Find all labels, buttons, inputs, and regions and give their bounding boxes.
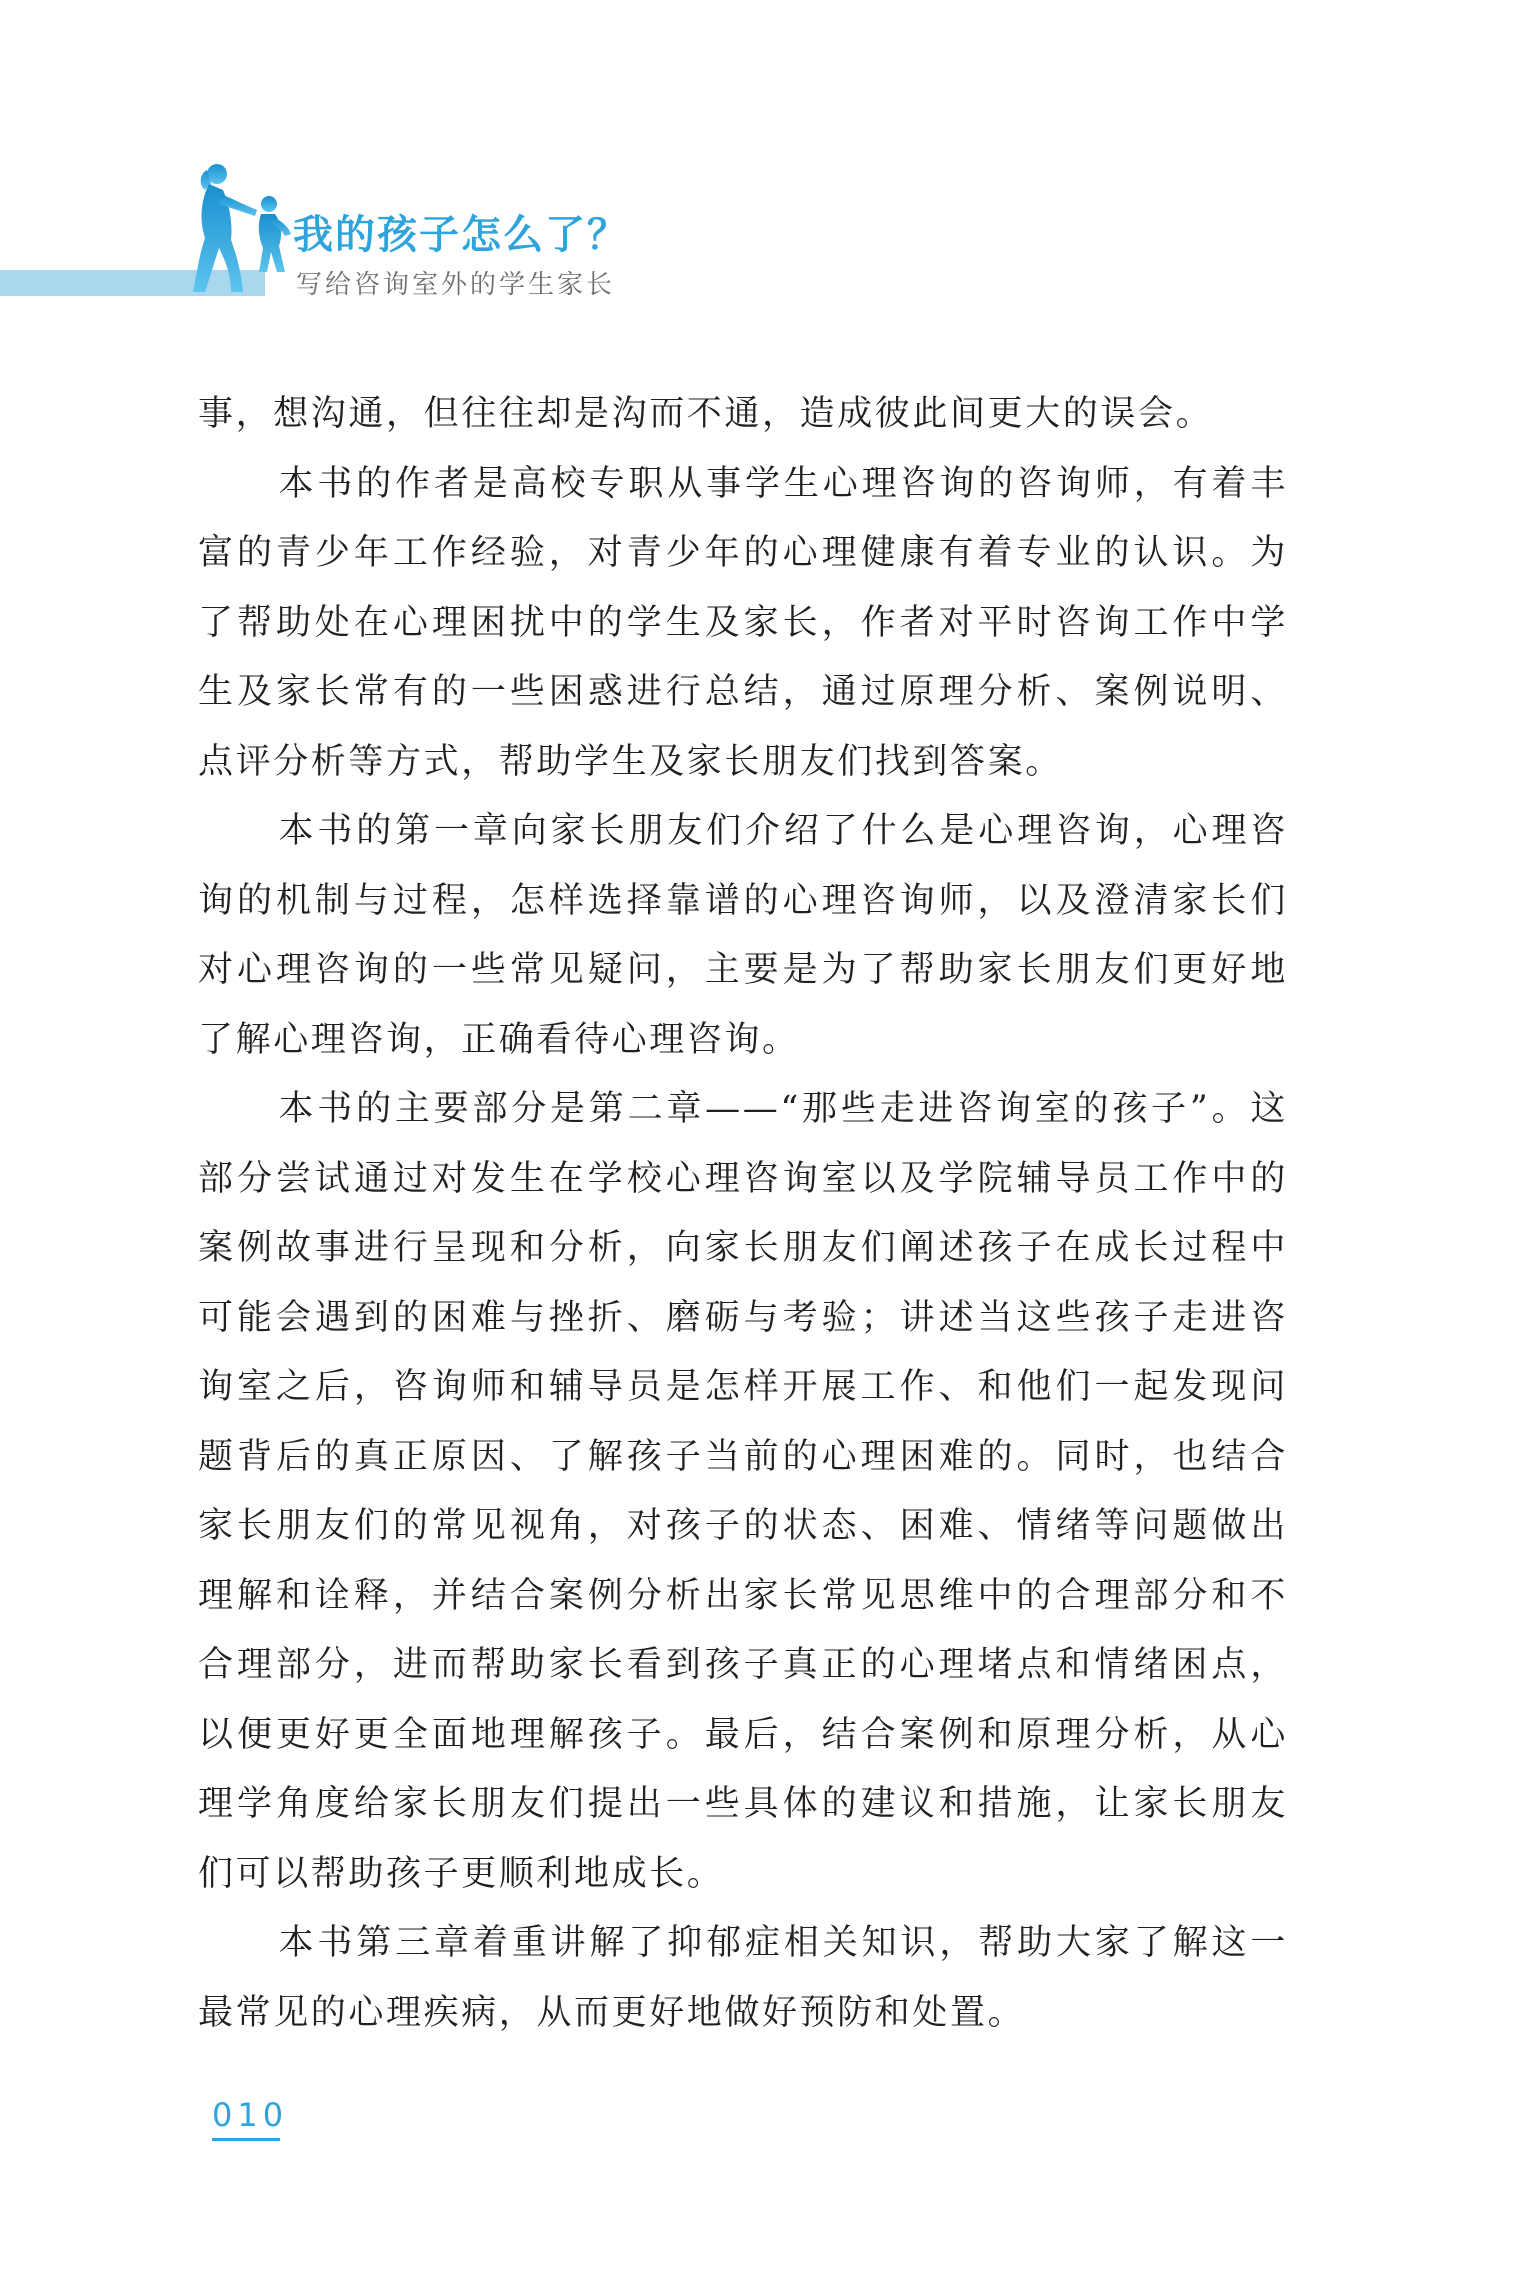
paragraph-chapter-one: 本书的第一章向家长朋友们介绍了什么是心理咨询，心理咨询的机制与过程，怎样选择靠谱的心理咨询师，以及澄清家长们对心理咨询的一些常见疑问，主要是为了帮助家长朋友们更好地了解心理咨询，正确看待心理咨询。 [198,811,1288,1060]
book-subtitle: 写给咨询室外的学生家长 [296,270,616,300]
book-title: 我的孩子怎么了？ [293,212,629,258]
page-number: 010 [212,2096,289,2134]
paragraph-continued: 事，想沟通，但往往却是沟而不通，造成彼此间更大的误会。 [198,394,1214,434]
body-text [198,380,1288,2048]
page-number-underline [212,2138,280,2141]
paragraph-chapter-three: 本书第三章着重讲解了抑郁症相关知识，帮助大家了解这一最常见的心理疾病，从而更好地做好预防和处置。 [198,1923,1288,2033]
mother-child-silhouette-icon [185,160,295,300]
paragraph-chapter-two: 本书的主要部分是第二章——“那些走进咨询室的孩子”。这部分尝试通过对发生在学校心理咨询室以及学院辅导员工作中的案例故事进行呈现和分析，向家长朋友们阐述孩子在成长过程中可能会遇到的困难与挫折、磨砺与考验；讲述当这些孩子走进咨询室之后，咨询师和辅导员是怎样开展工作、和他们一起发现问题背后的真正原因、了解孩子当前的心理困难的。同时，也结合家长朋友们的常见视角，对孩子的状态、困难、情绪等问题做出理解和诠释，并结合案例分析出家长常见思维中的合理部分和不合理部分，进而帮助家长看到孩子真正的心理堵点和情绪困点，以便更好更全面地理解孩子。最后，结合案例和原理分析，从心理学角度给家长朋友们提出一些具体的建议和措施，让家长朋友们可以帮助孩子更顺利地成长。 [198,1089,1288,1894]
paragraph-author: 本书的作者是高校专职从事学生心理咨询的咨询师，有着丰富的青少年工作经验，对青少年的心理健康有着专业的认识。为了帮助处在心理困扰中的学生及家长，作者对平时咨询工作中学生及家长常有的一些困惑进行总结，通过原理分析、案例说明、点评分析等方式，帮助学生及家长朋友们找到答案。 [198,463,1288,782]
running-header [0,0,1536,320]
